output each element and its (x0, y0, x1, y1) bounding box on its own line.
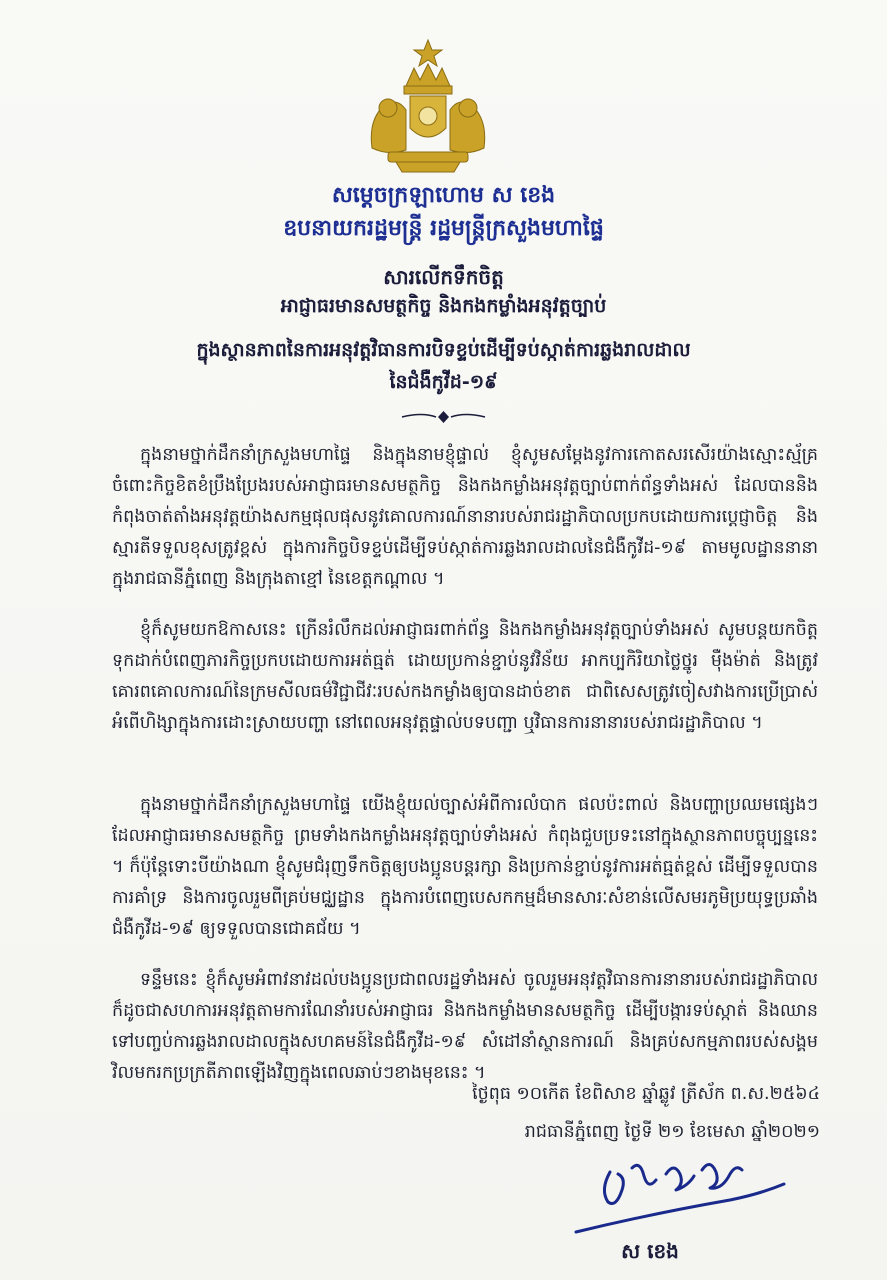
subject-line: នៃជំងឺកូវីដ-១៩ (389, 371, 498, 393)
lunar-date: ថ្ងៃពុធ ១០កើត ខែពិសាខ ឆ្នាំឆ្លូវ ត្រីស័ក ព.ស.២៥៦៤ (472, 1084, 820, 1104)
subject-line: អាជ្ញាធរមានសមត្ថកិច្ច និងកងកម្លាំងអនុវត្តច្បាប់ (280, 295, 607, 317)
divider-ornament (400, 410, 487, 424)
body-paragraph: ខ្ញុំក៏សូមយកឱកាសនេះ ក្រើនរំលឹកដល់អាជ្ញាធរពាក់ព័ន្ធ និងកងកម្លាំងអនុវត្តច្បាប់ទាំងអស់ សូមបន្តយកចិត្តទុកដាក់បំពេញភារកិច្ចប្រកបដោយការអត់ធ្មត់ ដោយប្រកាន់ខ្ជាប់នូវវិន័យ អាកប្បកិរិយាថ្លៃថ្នូរ ម៉ឺងម៉ាត់ និងត្រូវគោរពគោលការណ៍នៃក្រមសីលធម៌វិជ្ជាជីវៈរបស់កងកម្លាំងឲ្យបានដាច់ខាត ជាពិសេសត្រូវចៀសវាងការប្រើប្រាស់អំពើហិង្សាក្នុងការដោះស្រាយបញ្ហា នៅពេលអនុវត្តផ្ទាល់បទបញ្ជា ឬវិធានការនានារបស់រាជរដ្ឋាភិបាល ។ (112, 620, 818, 733)
handwritten-signature (570, 1150, 790, 1240)
sender-name: សម្តេចក្រឡាហោម ស ខេង (331, 183, 556, 208)
body-paragraph: ក្នុងនាមថ្នាក់ដឹកនាំក្រសួងមហាផ្ទៃ និងក្នុងនាមខ្ញុំផ្ទាល់ ខ្ញុំសូមសម្តែងនូវការកោតសរសើរយ៉ាងស្មោះស្ម័គ្រចំពោះកិច្ចខិតខំប្រឹងប្រែងរបស់អាជ្ញាធរមានសមត្ថកិច្ច និងកងកម្លាំងអនុវត្តច្បាប់ពាក់ព័ន្ធទាំងអស់ ដែលបាននិងកំពុងចាត់តាំងអនុវត្តយ៉ាងសកម្មផុលផុសនូវគោលការណ៍នានារបស់រាជរដ្ឋាភិបាលប្រកបដោយការប្តេជ្ញាចិត្ត និងស្មារតីទទួលខុសត្រូវខ្ពស់ ក្នុងការកិច្ចបិទខ្ទប់ដើម្បីទប់ស្កាត់ការឆ្លងរាលដាលនៃជំងឺកូវីដ-១៩ តាមមូលដ្ឋាននានាក្នុងរាជធានីភ្នំពេញ និងក្រុងតាខ្មៅ នៃខេត្តកណ្តាល ។ (112, 445, 818, 589)
royal-arms-emblem (358, 38, 498, 178)
subject-line: ក្នុងស្ថានភាពនៃការអនុវត្តវិធានការបិទខ្ទប់ដើម្បីទប់ស្កាត់ការឆ្លងរាលដាល (196, 339, 691, 361)
body-paragraph: ក្នុងនាមថ្នាក់ដឹកនាំក្រសួងមហាផ្ទៃ យើងខ្ញុំយល់ច្បាស់អំពីការលំបាក ផលប៉ះពាល់ និងបញ្ហាប្រឈមផ្សេងៗ ដែលអាជ្ញាធរមានសមត្ថកិច្ច ព្រមទាំងកងកម្លាំងអនុវត្តច្បាប់ទាំងអស់ កំពុងជួបប្រទះនៅក្នុងស្ថានភាពបច្ចុប្បន្ននេះ ។ ក៏ប៉ុន្តែទោះបីយ៉ាងណា ខ្ញុំសូមជំរុញទឹកចិត្តឲ្យបងប្អូនបន្តរក្សា និងប្រកាន់ខ្ជាប់នូវការអត់ធ្មត់ខ្ពស់ ដើម្បីទទួលបានការគាំទ្រ និងការចូលរួមពីគ្រប់មជ្ឈដ្ឋាន ក្នុងការបំពេញបេសកកម្មដ៏មានសារៈសំខាន់លើសមរភូមិប្រយុទ្ធប្រឆាំងជំងឺកូវីដ-១៩ ឲ្យទទួលបានជោគជ័យ ។ (112, 795, 818, 939)
body-paragraph: ទន្ទឹមនេះ ខ្ញុំក៏សូមអំពាវនាវដល់បងប្អូនប្រជាពលរដ្ឋទាំងអស់ ចូលរួមអនុវត្តវិធានការនានារបស់រាជរដ្ឋាភិបាល ក៏ដូចជាសហការអនុវត្តតាមការណែនាំរបស់អាជ្ញាធរ និងកងកម្លាំងមានសមត្ថកិច្ច ដើម្បីបង្ការទប់ស្កាត់ និងឈានទៅបញ្ចប់ការឆ្លងរាលដាលក្នុងសហគមន៍នៃជំងឺកូវីដ-១៩ សំដៅនាំស្ថានការណ៍ និងគ្រប់សកម្មភាពរបស់សង្គម វិលមករកប្រក្រតីភាពឡើងវិញក្នុងពេលឆាប់ៗខាងមុខនេះ ។ (112, 970, 818, 1083)
solar-date: រាជធានីភ្នំពេញ ថ្ងៃទី ២១ ខែមេសា ឆ្នាំ២០២១ (524, 1122, 820, 1142)
document-label: សារលើកទឹកចិត្ត (383, 265, 504, 289)
sender-title: ឧបនាយករដ្ឋមន្ត្រី រដ្ឋមន្ត្រីក្រសួងមហាផ្ទៃ (283, 216, 604, 241)
signer-name: ស ខេង (621, 1239, 679, 1263)
